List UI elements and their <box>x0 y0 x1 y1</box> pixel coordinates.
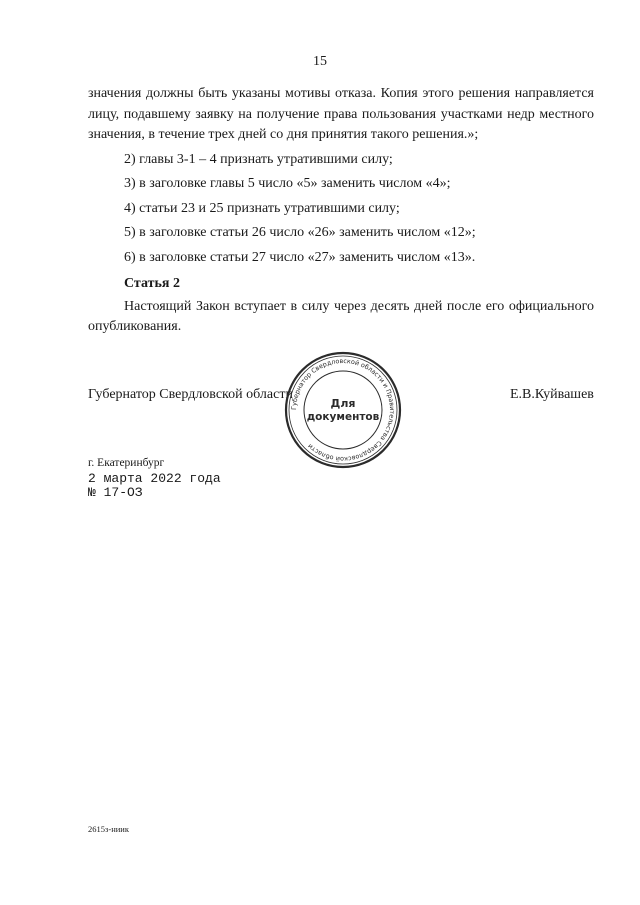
place-of-signing: г. Екатеринбург <box>88 457 165 469</box>
document-body <box>88 84 594 338</box>
list-item: 4) статьи 23 и 25 признать утратившими силу; <box>124 200 400 216</box>
page-number: 15 <box>313 54 327 69</box>
list-item: 6) в заголовке статьи 27 число «27» заменить числом «13». <box>124 249 476 265</box>
footer-code: 2615з-ниик <box>88 824 129 834</box>
list-item: 5) в заголовке статьи 26 число «26» заменить числом «12»; <box>124 225 476 240</box>
list-item: 2) главы 3-1 – 4 признать утратившими силу; <box>124 151 393 167</box>
signature-title: Губернатор Свердловской области <box>88 387 293 402</box>
paragraph-continuation: значения должны быть указаны мотивы отказа. Копия этого решения направляется лицу, подавшему заявку на получение права пользования участками недр местного значения, в течение трех дней со дня принятия такого решения.»; <box>88 86 594 142</box>
official-seal <box>283 350 403 470</box>
seal-center-line-2: документов <box>306 411 380 423</box>
signing-date: 2 марта 2022 года <box>88 471 221 486</box>
list-item: 3) в заголовке главы 5 число «5» заменить числом «4»; <box>124 176 451 191</box>
seal-ring-text: Губернатор Свердловской области и Правительства Свердловской области <box>289 356 397 464</box>
law-number: № 17-ОЗ <box>88 485 143 500</box>
article-title: Статья 2 <box>124 276 180 291</box>
signature-name: Е.В.Куйвашев <box>510 387 594 402</box>
seal-center-line-1: Для <box>330 397 356 410</box>
article-text: Настоящий Закон вступает в силу через десять дней после его официального опубликования. <box>88 298 594 334</box>
